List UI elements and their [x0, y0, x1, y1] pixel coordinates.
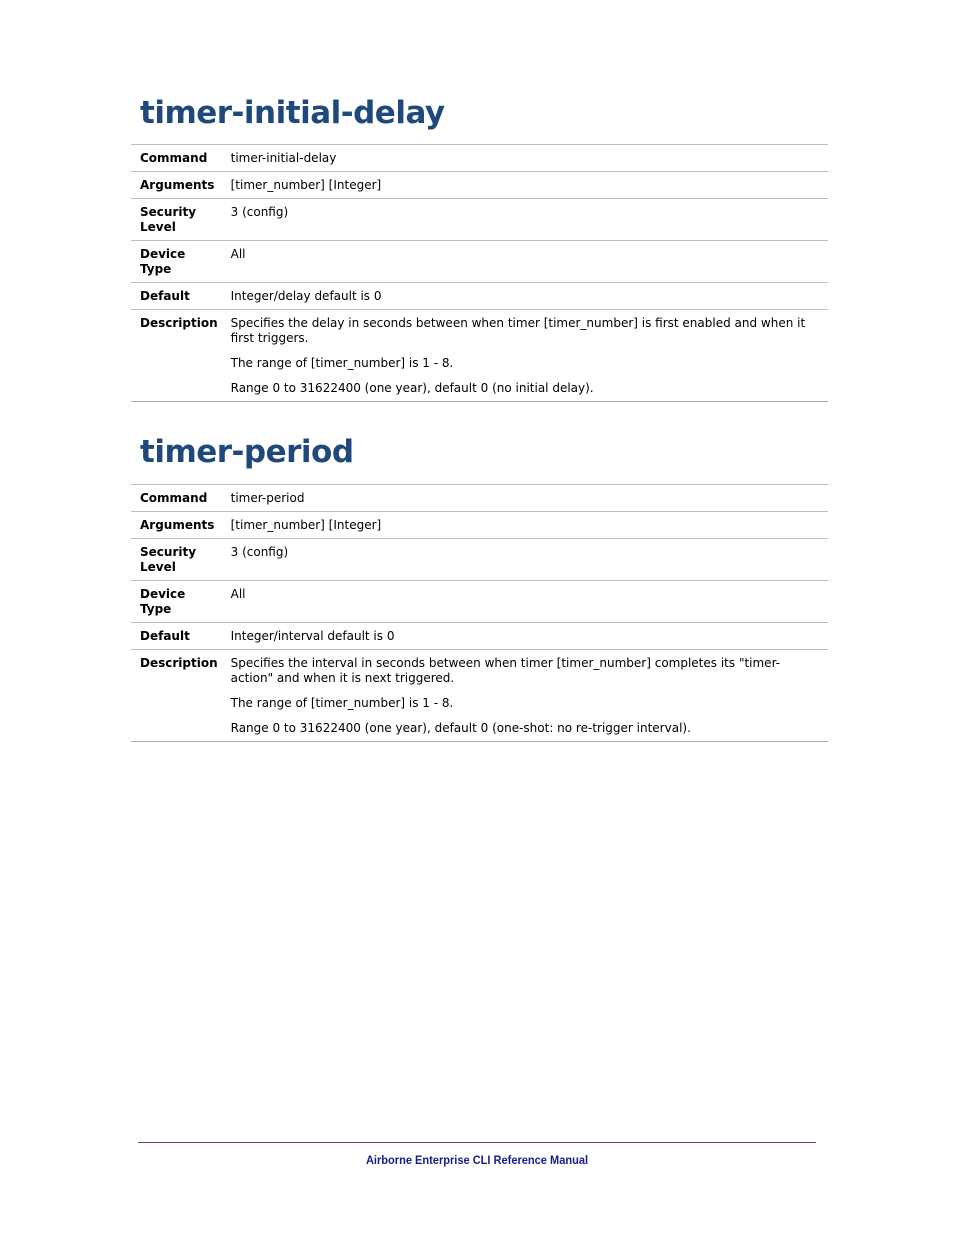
row-label: Device Type — [131, 581, 224, 623]
table-row — [131, 199, 828, 241]
value-line: timer-period — [230, 491, 305, 505]
value-line: timer-initial-delay — [230, 151, 337, 165]
footer-title: Airborne Enterprise CLI Reference Manual — [365, 1153, 589, 1167]
value-line: [timer_number] [Integer] — [230, 178, 382, 192]
table-row — [131, 623, 828, 650]
row-label: Arguments — [131, 172, 224, 199]
value-line: Range 0 to 31622400 (one year), default 0 (no initial delay). — [230, 381, 594, 395]
value-line: All — [230, 247, 246, 261]
value-line: Integer/interval default is 0 — [230, 629, 395, 643]
row-label: Description — [131, 310, 224, 402]
row-label: Security Level — [131, 199, 224, 241]
command-table — [131, 484, 828, 742]
table-row — [131, 145, 828, 172]
value-line: All — [230, 587, 246, 601]
value-line: [timer_number] [Integer] — [230, 518, 382, 532]
row-value — [224, 512, 828, 539]
row-value — [224, 145, 828, 172]
row-value — [224, 241, 828, 283]
table-row — [131, 283, 828, 310]
section-title: timer-initial-delay — [140, 95, 445, 131]
table-row — [131, 241, 828, 283]
row-value — [224, 283, 828, 310]
row-label: Default — [131, 623, 224, 650]
row-value — [224, 539, 828, 581]
row-label: Command — [131, 145, 224, 172]
table-row — [131, 581, 828, 623]
table-row — [131, 650, 828, 742]
value-line: Specifies the interval in seconds between when timer [timer_number] completes its "timer-action" and when it is next triggered. — [230, 656, 781, 685]
row-value — [224, 581, 828, 623]
row-label: Description — [131, 650, 224, 742]
table-row — [131, 539, 828, 581]
value-line: The range of [timer_number] is 1 - 8. — [230, 696, 454, 710]
row-label: Arguments — [131, 512, 224, 539]
table-row — [131, 310, 828, 402]
table-row — [131, 172, 828, 199]
footer-divider — [138, 1142, 816, 1143]
row-value — [224, 485, 828, 512]
row-value — [224, 172, 828, 199]
table-row — [131, 512, 828, 539]
row-label: Device Type — [131, 241, 224, 283]
row-label: Default — [131, 283, 224, 310]
row-value — [224, 623, 828, 650]
value-line: 3 (config) — [230, 205, 289, 219]
value-line: Specifies the delay in seconds between when timer [timer_number] is first enabled and when it first triggers. — [230, 316, 806, 345]
value-line: Integer/delay default is 0 — [230, 289, 382, 303]
command-table — [131, 144, 828, 402]
table-row — [131, 485, 828, 512]
value-line: The range of [timer_number] is 1 - 8. — [230, 356, 454, 370]
row-label: Security Level — [131, 539, 224, 581]
row-value — [224, 650, 828, 742]
section-title: timer-period — [140, 434, 354, 470]
row-value — [224, 310, 828, 402]
value-line: 3 (config) — [230, 545, 289, 559]
value-line: Range 0 to 31622400 (one year), default 0 (one-shot: no re-trigger interval). — [230, 721, 691, 735]
row-value — [224, 199, 828, 241]
row-label: Command — [131, 485, 224, 512]
